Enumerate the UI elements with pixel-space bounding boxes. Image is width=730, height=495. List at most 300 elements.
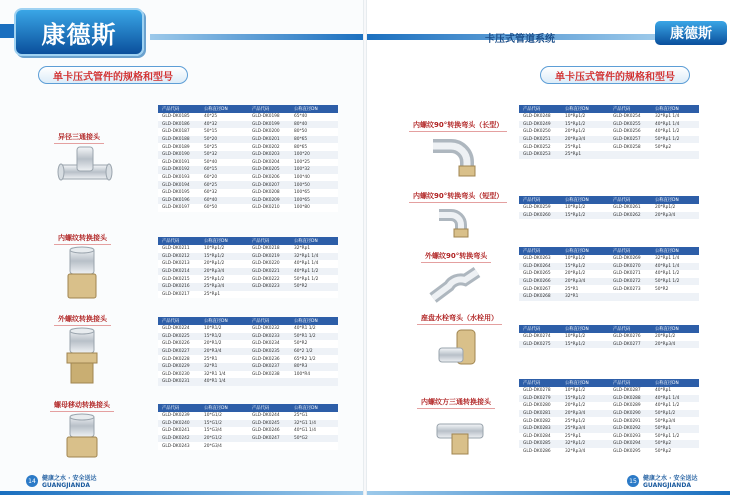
cell-dn: 32*Rp1/2 xyxy=(561,440,609,448)
cell-dn: 25*Rp3/4 xyxy=(200,283,248,291)
cell-dn: 10*Rp1/2 xyxy=(561,255,609,263)
cell-dn xyxy=(290,291,338,299)
short-elbow-image xyxy=(435,203,475,239)
cell-code: GLD-DK0207 xyxy=(248,181,290,189)
cell-code: GLD-DK0265 xyxy=(519,270,561,278)
cell-dn: 40*Rp1 xyxy=(651,387,699,395)
cell-dn: 25*Rp1/2 xyxy=(200,275,248,283)
cell-dn: 100*65 xyxy=(290,197,338,205)
cell-dn: 50*R2 xyxy=(651,285,699,293)
table-row xyxy=(519,136,699,144)
cell-dn: 80*50 xyxy=(290,128,338,136)
table-row xyxy=(519,212,699,220)
cell-dn: 50*R2 xyxy=(290,340,338,348)
cell-dn: 32*Rp1 1/4 xyxy=(290,253,338,261)
group-label: 螺母移动转换接头 xyxy=(50,399,114,412)
cell-code: GLD-DK0204 xyxy=(248,159,290,167)
cell-code: GLD-DK0241 xyxy=(158,427,200,435)
table-row xyxy=(519,417,699,425)
col-header-code: 产品代码 xyxy=(609,105,651,113)
spec-table xyxy=(519,247,699,301)
table-row xyxy=(519,387,699,395)
cell-code: GLD-DK0235 xyxy=(248,348,290,356)
cell-code: GLD-DK0278 xyxy=(519,387,561,395)
cell-dn: 20*Rp1/2 xyxy=(561,128,609,136)
table-row xyxy=(158,143,338,151)
table-row xyxy=(158,260,338,268)
cell-code: GLD-DK0266 xyxy=(519,278,561,286)
table-row xyxy=(519,270,699,278)
brand-logo-small: 康德斯 xyxy=(655,21,727,45)
cell-dn: 40*G1 1/4 xyxy=(290,427,338,435)
cell-code: GLD-DK0270 xyxy=(609,263,651,271)
footer-slogan-text: 健康之水 · 安全送达 xyxy=(643,475,698,482)
cell-dn: 60*32 xyxy=(200,189,248,197)
col-header-code: 产品代码 xyxy=(248,105,290,113)
cell-code: GLD-DK0196 xyxy=(158,197,200,205)
table-row xyxy=(519,402,699,410)
table-row xyxy=(158,121,338,129)
cell-code: GLD-DK0209 xyxy=(248,197,290,205)
cell-code: GLD-DK0275 xyxy=(519,341,561,349)
col-header-code: 产品代码 xyxy=(519,247,561,255)
col-header-dn: 公称直径DN xyxy=(561,325,609,333)
cell-code: GLD-DK0217 xyxy=(158,291,200,299)
cell-code: GLD-DK0283 xyxy=(519,425,561,433)
cell-code: GLD-DK0279 xyxy=(519,395,561,403)
cell-code: GLD-DK0273 xyxy=(609,285,651,293)
cell-code: GLD-DK0242 xyxy=(158,435,200,443)
cell-dn: 15*G3/4 xyxy=(200,427,248,435)
cell-code: GLD-DK0245 xyxy=(248,420,290,428)
cell-code: GLD-DK0280 xyxy=(519,402,561,410)
table-row xyxy=(519,278,699,286)
table-row xyxy=(158,204,338,212)
cell-code: GLD-DK0284 xyxy=(519,433,561,441)
table-row xyxy=(158,245,338,253)
cell-code: GLD-DK0271 xyxy=(609,270,651,278)
table-row xyxy=(158,275,338,283)
cell-dn: 100*80 xyxy=(290,204,338,212)
cell-code: GLD-DK0229 xyxy=(158,363,200,371)
cell-dn: 25*G1 xyxy=(290,412,338,420)
cell-dn: 32*R1 1/4 xyxy=(200,371,248,379)
cell-code: GLD-DK0212 xyxy=(158,253,200,261)
cell-dn: 32*R1 xyxy=(200,363,248,371)
page-number: 15 xyxy=(627,475,639,487)
cell-dn: 15*Rp1/2 xyxy=(561,121,609,129)
cell-dn: 50*Rp1/2 xyxy=(651,410,699,418)
table-row xyxy=(158,325,338,333)
cell-code: GLD-DK0216 xyxy=(158,283,200,291)
spec-table xyxy=(519,105,699,159)
col-header-dn: 公称直径DN xyxy=(651,247,699,255)
cell-code: GLD-DK0203 xyxy=(248,151,290,159)
header-stripe xyxy=(0,24,14,38)
cell-dn: 40*Rp1 1/4 xyxy=(651,263,699,271)
cell-code: GLD-DK0195 xyxy=(158,189,200,197)
cell-code: GLD-DK0244 xyxy=(248,412,290,420)
col-header-code: 产品代码 xyxy=(248,317,290,325)
cell-code: GLD-DK0239 xyxy=(158,412,200,420)
cell-code: GLD-DK0220 xyxy=(248,260,290,268)
cell-code: GLD-DK0238 xyxy=(248,371,290,379)
cell-code: GLD-DK0261 xyxy=(609,204,651,212)
cell-dn: 50*R2 xyxy=(290,283,338,291)
cell-dn: 25*Rp1 xyxy=(561,143,609,151)
table-row xyxy=(519,263,699,271)
cell-code: GLD-DK0188 xyxy=(158,136,200,144)
cell-code: GLD-DK0189 xyxy=(158,143,200,151)
page-fold xyxy=(363,0,367,495)
cell-dn: 40*Rp1 1/4 xyxy=(290,260,338,268)
page-number: 14 xyxy=(26,475,38,487)
col-header-dn: 公称直径DN xyxy=(561,247,609,255)
cell-dn: 20*Rp1/2 xyxy=(651,333,699,341)
footer-brand: GUANGJIANDA xyxy=(42,482,90,489)
group-label: 外螺纹90°转换弯头 xyxy=(421,250,491,263)
cell-code: GLD-DK0258 xyxy=(609,143,651,151)
col-header-code: 产品代码 xyxy=(519,105,561,113)
table-row xyxy=(158,128,338,136)
cell-dn: 20*R1/2 xyxy=(200,340,248,348)
cell-dn: 32*Rp1 1/4 xyxy=(651,113,699,121)
table-row xyxy=(158,355,338,363)
col-header-code: 产品代码 xyxy=(158,317,200,325)
col-header-code: 产品代码 xyxy=(158,237,200,245)
table-row xyxy=(519,425,699,433)
cell-dn: 40*Rp1 1/4 xyxy=(651,121,699,129)
cell-dn: 50*Rp1 1/2 xyxy=(651,278,699,286)
union-adapter-image xyxy=(62,413,102,463)
cell-dn: 50*20 xyxy=(200,136,248,144)
table-row xyxy=(519,113,699,121)
col-header-code: 产品代码 xyxy=(519,196,561,204)
cell-dn: 50*Rp1 xyxy=(651,425,699,433)
cell-dn: 40*Rp1 1/2 xyxy=(651,128,699,136)
cell-code: GLD-DK0226 xyxy=(158,340,200,348)
cell-code: GLD-DK0269 xyxy=(609,255,651,263)
cell-dn: 15*Rp1/2 xyxy=(561,395,609,403)
cell-dn: 50*Rp1 1/2 xyxy=(290,275,338,283)
cell-dn: 15*Rp1/2 xyxy=(561,341,609,349)
group-label: 座盘水栓弯头（水栓用） xyxy=(417,312,502,325)
table-row xyxy=(158,181,338,189)
wall-plate-elbow-image xyxy=(435,326,479,372)
cell-dn: 50*Rp2 xyxy=(651,440,699,448)
group-label: 内螺纹90°转换弯头（短型） xyxy=(409,190,507,203)
table-row xyxy=(519,440,699,448)
cell-dn: 40*Rp1 1/2 xyxy=(290,268,338,276)
cell-dn: 100*R4 xyxy=(290,371,338,379)
cell-code: GLD-DK0202 xyxy=(248,143,290,151)
col-header-dn: 公称直径DN xyxy=(290,105,338,113)
col-header-dn: 公称直径DN xyxy=(290,404,338,412)
cell-code: GLD-DK0213 xyxy=(158,260,200,268)
cell-dn: 10*G1/2 xyxy=(200,412,248,420)
cell-dn: 15*Rp1/2 xyxy=(561,212,609,220)
col-header-code: 产品代码 xyxy=(519,379,561,387)
cell-code: GLD-DK0295 xyxy=(609,448,651,456)
table-row xyxy=(158,378,338,386)
table-row xyxy=(519,395,699,403)
cell-dn: 50*G2 xyxy=(290,435,338,443)
cell-dn: 100*20 xyxy=(290,151,338,159)
cell-dn: 40*Rp1 1/2 xyxy=(651,270,699,278)
cell-dn: 100*50 xyxy=(290,181,338,189)
cell-dn: 15*Rp1/2 xyxy=(561,263,609,271)
cell-dn: 40*Rp1 1/2 xyxy=(651,402,699,410)
table-row xyxy=(158,189,338,197)
cell-code: GLD-DK0247 xyxy=(248,435,290,443)
cell-code: GLD-DK0276 xyxy=(609,333,651,341)
cell-code: GLD-DK0293 xyxy=(609,433,651,441)
cell-dn: 20*G1/2 xyxy=(200,435,248,443)
cell-dn: 15*G1/2 xyxy=(200,420,248,428)
col-header-dn: 公称直径DN xyxy=(200,237,248,245)
cell-dn: 60*20 xyxy=(200,174,248,182)
cell-dn: 50*Rp2 xyxy=(651,448,699,456)
col-header-code: 产品代码 xyxy=(158,105,200,113)
cell-dn: 15*Rp1/2 xyxy=(200,253,248,261)
cell-code: GLD-DK0274 xyxy=(519,333,561,341)
cell-code: GLD-DK0251 xyxy=(519,136,561,144)
cell-dn: 50*Rp2 xyxy=(651,143,699,151)
cell-code: GLD-DK0222 xyxy=(248,275,290,283)
col-header-dn: 公称直径DN xyxy=(200,317,248,325)
spec-table xyxy=(158,237,338,298)
footer-slogan-text: 健康之水 · 安全送达 xyxy=(42,475,97,482)
cell-code: GLD-DK0233 xyxy=(248,333,290,341)
cell-dn: 40*R1 1/2 xyxy=(290,325,338,333)
cell-dn: 20*Rp3/4 xyxy=(561,136,609,144)
cell-dn: 20*Rp1/2 xyxy=(651,204,699,212)
cell-code: GLD-DK0262 xyxy=(609,212,651,220)
cell-dn: 100*65 xyxy=(290,189,338,197)
section-title: 单卡压式管件的规格和型号 xyxy=(540,66,690,84)
cell-dn xyxy=(651,293,699,301)
cell-code: GLD-DK0231 xyxy=(158,378,200,386)
cell-code: GLD-DK0263 xyxy=(519,255,561,263)
cell-dn: 25*Rp1 xyxy=(561,433,609,441)
table-row xyxy=(519,285,699,293)
cell-code: GLD-DK0248 xyxy=(519,113,561,121)
cell-code: GLD-DK0240 xyxy=(158,420,200,428)
cell-code xyxy=(248,442,290,450)
group-label: 内螺纹转换接头 xyxy=(54,232,111,245)
col-header-dn: 公称直径DN xyxy=(200,105,248,113)
spec-table xyxy=(519,196,699,219)
cell-code: GLD-DK0210 xyxy=(248,204,290,212)
table-row xyxy=(519,121,699,129)
cell-code: GLD-DK0259 xyxy=(519,204,561,212)
cell-dn: 60*15 xyxy=(200,166,248,174)
cell-dn: 10*Rp1/2 xyxy=(561,204,609,212)
cell-code: GLD-DK0201 xyxy=(248,136,290,144)
cell-code: GLD-DK0243 xyxy=(158,442,200,450)
cell-code: GLD-DK0185 xyxy=(158,113,200,121)
cell-dn: 50*40 xyxy=(200,159,248,167)
spec-table xyxy=(519,379,699,455)
cell-code: GLD-DK0193 xyxy=(158,174,200,182)
cell-dn: 25*Rp1/2 xyxy=(561,417,609,425)
table-row xyxy=(158,197,338,205)
cell-code: GLD-DK0218 xyxy=(248,245,290,253)
cell-code: GLD-DK0285 xyxy=(519,440,561,448)
table-row xyxy=(158,159,338,167)
cell-dn: 25*Rp3/4 xyxy=(561,425,609,433)
cell-code: GLD-DK0253 xyxy=(519,151,561,159)
header-bar xyxy=(150,34,365,40)
cell-code: GLD-DK0287 xyxy=(609,387,651,395)
table-row xyxy=(158,333,338,341)
cell-code: GLD-DK0191 xyxy=(158,159,200,167)
cell-dn: 10*R1/2 xyxy=(200,325,248,333)
cell-code xyxy=(609,151,651,159)
table-row xyxy=(158,136,338,144)
cell-dn: 60*50 xyxy=(200,204,248,212)
cell-dn: 10*Rp1/2 xyxy=(200,245,248,253)
cell-dn: 25*Rp1 xyxy=(200,291,248,299)
table-row xyxy=(519,151,699,159)
cell-dn xyxy=(290,442,338,450)
cell-code: GLD-DK0272 xyxy=(609,278,651,286)
cell-code: GLD-DK0221 xyxy=(248,268,290,276)
cell-code: GLD-DK0288 xyxy=(609,395,651,403)
spec-table xyxy=(158,317,338,386)
table-row xyxy=(158,420,338,428)
cell-dn: 20*R3/4 xyxy=(200,348,248,356)
cell-dn: 32*R1 xyxy=(561,293,609,301)
cell-code: GLD-DK0290 xyxy=(609,410,651,418)
cell-dn: 10*Rp1/2 xyxy=(561,113,609,121)
cell-code: GLD-DK0237 xyxy=(248,363,290,371)
cell-code: GLD-DK0286 xyxy=(519,448,561,456)
col-header-dn: 公称直径DN xyxy=(561,196,609,204)
table-row xyxy=(158,174,338,182)
cell-code: GLD-DK0257 xyxy=(609,136,651,144)
group-label: 外螺纹转换接头 xyxy=(54,313,111,326)
cell-code: GLD-DK0186 xyxy=(158,121,200,129)
system-title: 卡压式管道系统 xyxy=(485,34,555,45)
cell-dn: 10*Rp1/2 xyxy=(561,387,609,395)
cell-code: GLD-DK0289 xyxy=(609,402,651,410)
cell-dn: 32*Rp1 xyxy=(290,245,338,253)
cell-code: GLD-DK0282 xyxy=(519,417,561,425)
cell-code: GLD-DK0215 xyxy=(158,275,200,283)
table-row xyxy=(158,340,338,348)
cell-dn: 32*Rp3/4 xyxy=(561,448,609,456)
cell-code: GLD-DK0208 xyxy=(248,189,290,197)
cell-dn: 65*R2 1/2 xyxy=(290,355,338,363)
col-header-code: 产品代码 xyxy=(609,379,651,387)
cell-code: GLD-DK0197 xyxy=(158,204,200,212)
cell-code: GLD-DK0255 xyxy=(609,121,651,129)
table-row xyxy=(158,268,338,276)
cell-code: GLD-DK0268 xyxy=(519,293,561,301)
cell-dn: 20*Rp3/4 xyxy=(651,341,699,349)
col-header-dn: 公称直径DN xyxy=(651,325,699,333)
col-header-code: 产品代码 xyxy=(519,325,561,333)
cell-code: GLD-DK0187 xyxy=(158,128,200,136)
cell-code: GLD-DK0294 xyxy=(609,440,651,448)
female-adapter-image xyxy=(62,246,102,302)
cell-code: GLD-DK0192 xyxy=(158,166,200,174)
table-row xyxy=(158,113,338,121)
group-label: 内螺纹方三通转换接头 xyxy=(417,396,495,409)
cell-code xyxy=(248,291,290,299)
cell-code: GLD-DK0228 xyxy=(158,355,200,363)
cell-dn: 60*2 1/2 xyxy=(290,348,338,356)
col-header-dn: 公称直径DN xyxy=(651,379,699,387)
cell-dn: 50*25 xyxy=(200,143,248,151)
table-row xyxy=(519,410,699,418)
table-row xyxy=(158,151,338,159)
col-header-code: 产品代码 xyxy=(609,247,651,255)
cell-code: GLD-DK0225 xyxy=(158,333,200,341)
cell-code: GLD-DK0260 xyxy=(519,212,561,220)
cell-code: GLD-DK0227 xyxy=(158,348,200,356)
cell-code: GLD-DK0291 xyxy=(609,417,651,425)
cell-code: GLD-DK0200 xyxy=(248,128,290,136)
cell-dn: 20*Rp3/4 xyxy=(561,410,609,418)
cell-dn: 20*G3/4 xyxy=(200,442,248,450)
cell-dn: 50*15 xyxy=(200,128,248,136)
cell-code: GLD-DK0198 xyxy=(248,113,290,121)
cell-code: GLD-DK0246 xyxy=(248,427,290,435)
col-header-code: 产品代码 xyxy=(609,196,651,204)
cell-dn: 15*R1/2 xyxy=(200,333,248,341)
cell-code: GLD-DK0205 xyxy=(248,166,290,174)
footer-brand: GUANGJIANDA xyxy=(643,482,691,489)
group-label: 异径三通接头 xyxy=(54,131,104,144)
col-header-code: 产品代码 xyxy=(158,404,200,412)
table-row xyxy=(158,412,338,420)
cell-code: GLD-DK0264 xyxy=(519,263,561,271)
spec-table xyxy=(519,325,699,348)
table-row xyxy=(158,253,338,261)
table-row xyxy=(519,433,699,441)
male-elbow-image xyxy=(427,264,483,306)
cell-code: GLD-DK0206 xyxy=(248,174,290,182)
cell-dn: 32*G1 1/4 xyxy=(290,420,338,428)
table-row xyxy=(158,427,338,435)
table-row xyxy=(519,448,699,456)
cell-dn: 40*R1 1/4 xyxy=(200,378,248,386)
cell-code: GLD-DK0234 xyxy=(248,340,290,348)
male-adapter-image xyxy=(62,327,102,387)
cell-dn: 20*Rp3/4 xyxy=(200,268,248,276)
cell-dn: 40*Rp1 1/4 xyxy=(651,395,699,403)
col-header-dn: 公称直径DN xyxy=(290,317,338,325)
cell-dn: 100*32 xyxy=(290,166,338,174)
cell-code: GLD-DK0199 xyxy=(248,121,290,129)
cell-dn: 50*Rp1 1/2 xyxy=(651,433,699,441)
cell-code: GLD-DK0190 xyxy=(158,151,200,159)
cell-dn: 50*32 xyxy=(200,151,248,159)
cell-code: GLD-DK0219 xyxy=(248,253,290,261)
cell-code: GLD-DK0214 xyxy=(158,268,200,276)
col-header-dn: 公称直径DN xyxy=(651,196,699,204)
cell-code: GLD-DK0252 xyxy=(519,143,561,151)
table-row xyxy=(519,204,699,212)
cell-code: GLD-DK0230 xyxy=(158,371,200,379)
cell-dn: 25*Rp1 xyxy=(561,151,609,159)
table-row xyxy=(158,363,338,371)
cell-dn: 80*65 xyxy=(290,143,338,151)
col-header-dn: 公称直径DN xyxy=(290,237,338,245)
footer-slogan xyxy=(42,473,96,489)
